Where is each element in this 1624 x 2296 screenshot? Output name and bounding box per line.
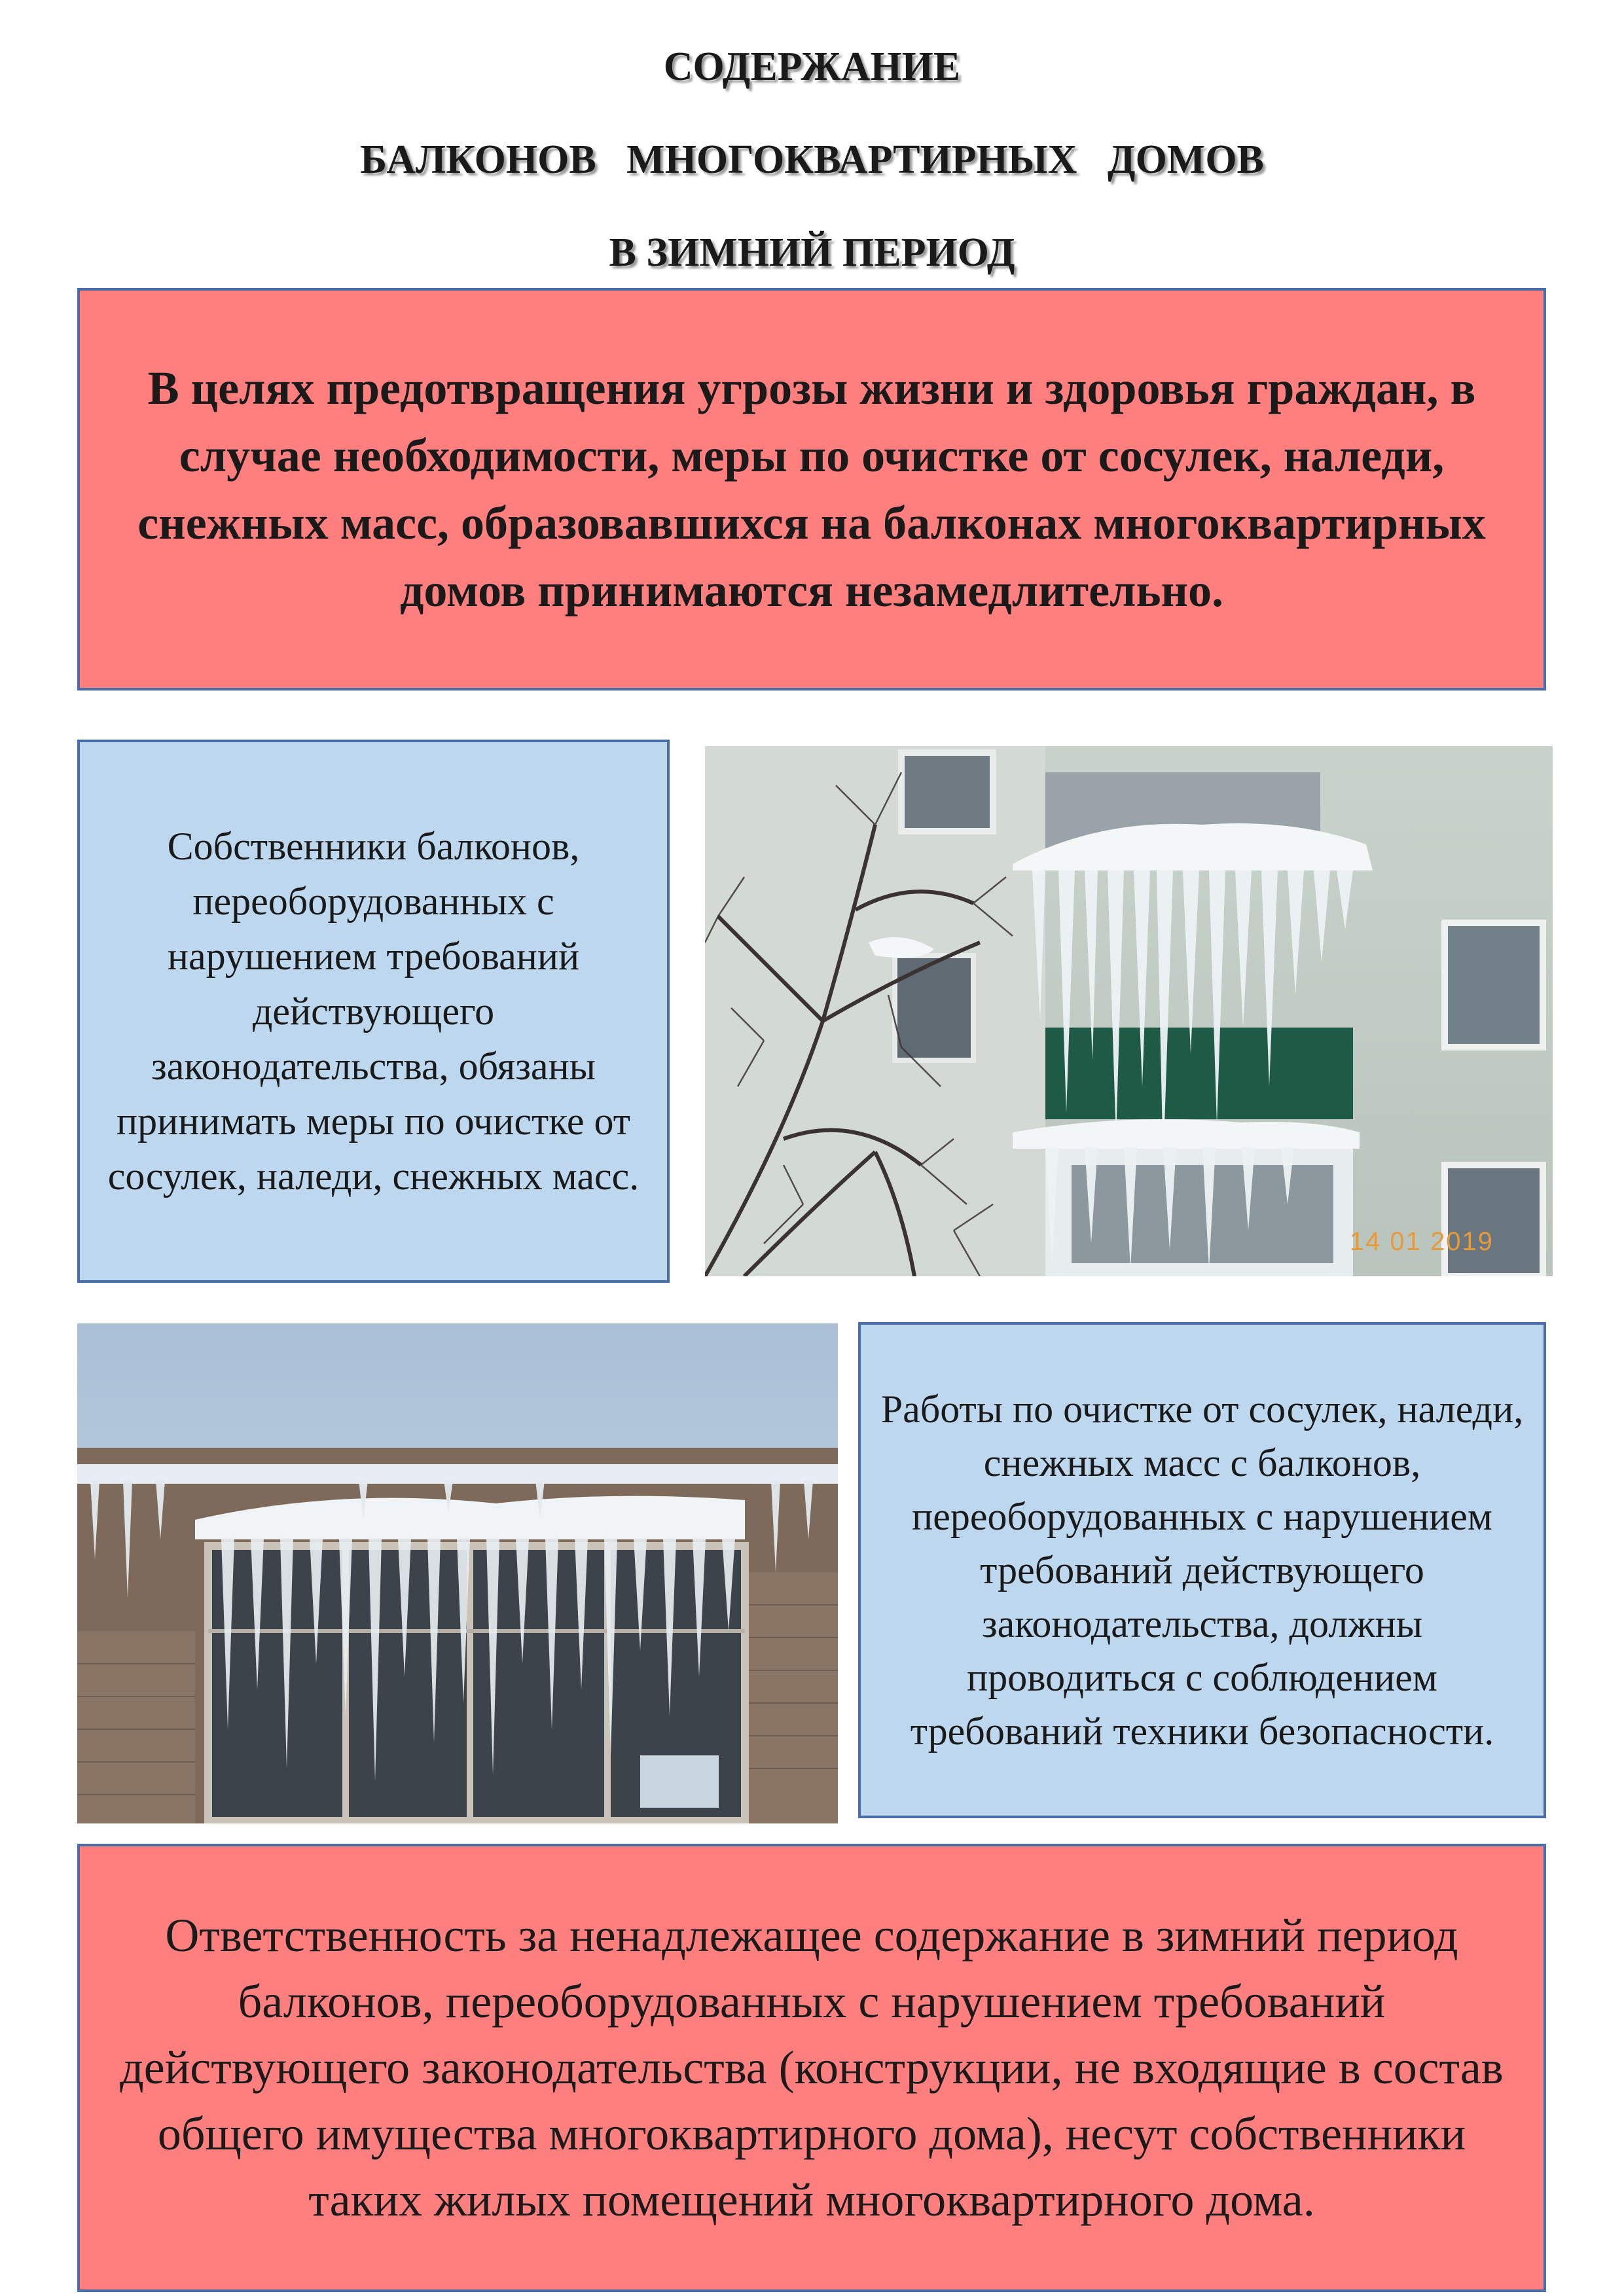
photo-icicles-roof xyxy=(77,1323,838,1823)
works-text: Работы по очистке от сосулек, наледи, снежных масс с балконов, переоборудованных с нарушением требований действующего законодательства, должны проводиться с соблюдением требований техники безопасности. xyxy=(880,1388,1524,1753)
photo-icicles-roof-image xyxy=(77,1323,838,1823)
photo-date-stamp: 14 01 2019 xyxy=(1349,1227,1494,1256)
owners-duty-box xyxy=(77,740,670,1283)
title-line-1: СОДЕРЖАНИЕ xyxy=(663,45,961,89)
title-line-2: БАЛКОНОВ МНОГОКВАРТИРНЫХ ДОМОВ xyxy=(360,137,1264,182)
works-safety-box xyxy=(858,1322,1546,1818)
intro-notice-box xyxy=(77,288,1546,691)
photo-icicles-balconies xyxy=(705,746,1553,1276)
title-line-3: В ЗИМНИЙ ПЕРИОД xyxy=(609,230,1015,275)
photo-icicles-balconies-image xyxy=(705,746,1553,1276)
responsibility-text: Ответственность за ненадлежащее содержание в зимний период балконов, переоборудованных с нарушением требований действующего законодательства (конструкции, не входящие в состав общего имущества многоквартирного дома), несут собственники таких жилых помещений многоквартирного дома. xyxy=(120,1909,1504,2226)
responsibility-box xyxy=(77,1844,1546,2292)
owners-text: Собственники балконов, переоборудованных с нарушением требований действующего законодательства, обязаны принимать меры по очистке от сосулек, наледи, снежных масс. xyxy=(107,825,640,1198)
intro-text: В целях предотвращения угрозы жизни и здоровья граждан, в случае необходимости, меры по очистке от сосулек, наледи, снежных масс, образовавшихся на балконах многоквартирных домов принимаются незамедлительно. xyxy=(137,361,1486,617)
